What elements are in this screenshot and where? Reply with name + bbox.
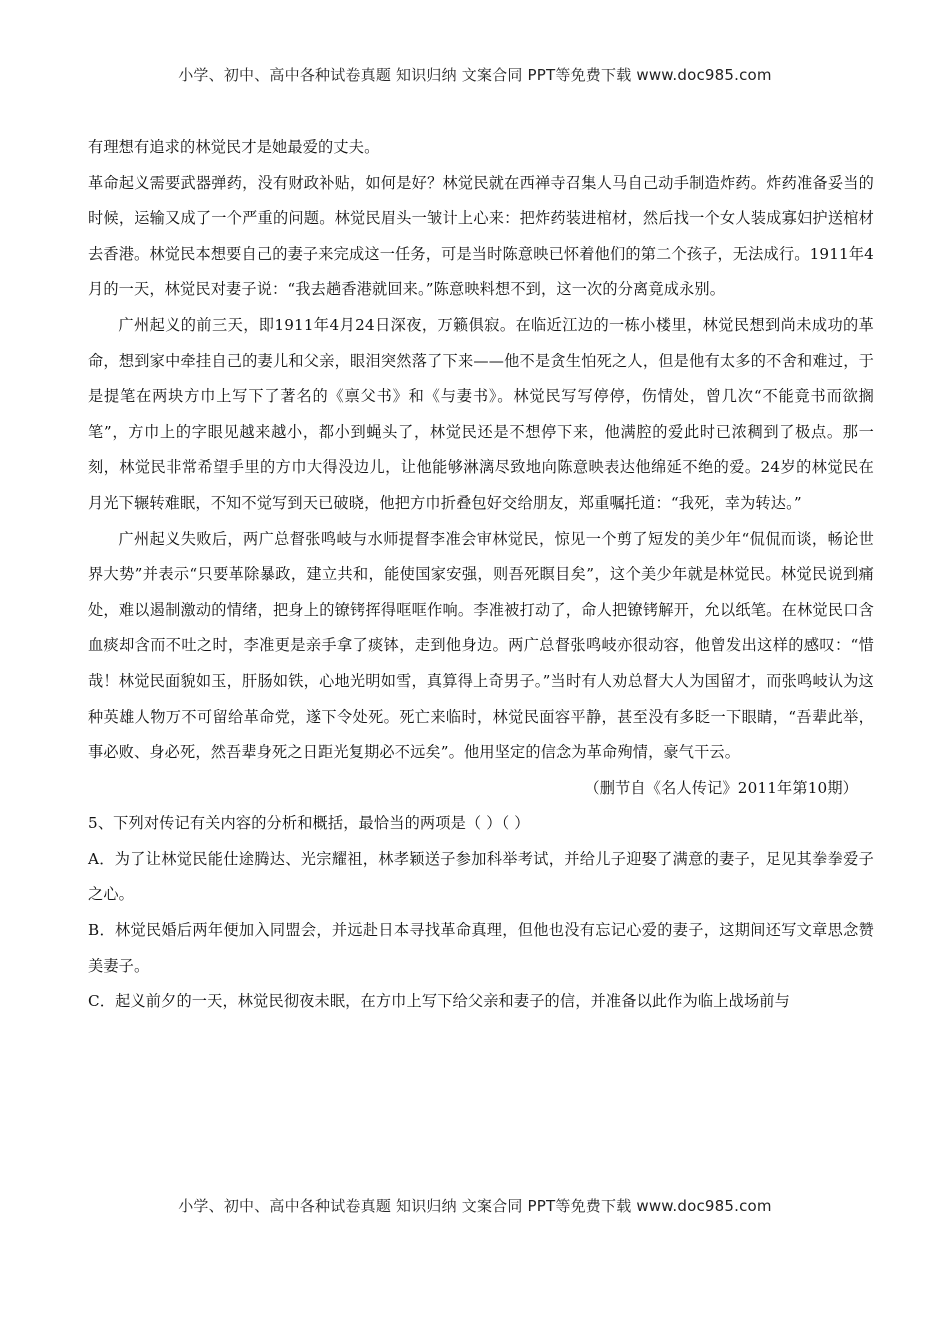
document-body [88, 130, 874, 1020]
paragraph-letters: 广州起义的前三天，即1911年4月24日深夜，万籁俱寂。在临近江边的一栋小楼里，林觉民想到尚未成功的革命，想到家中牵挂自己的妻儿和父亲，眼泪突然落了下来——他不是贪生怕死之人，但是他有太多的不舍和难过，于是提笔在两块方巾上写下了著名的《禀父书》和《与妻书》。林觉民写写停停，伤情处，曾几次“不能竟书而欲搁笔”，方巾上的字眼见越来越小，都小到蝇头了，林觉民还是不想停下来，他满腔的爱此时已浓稠到了极点。那一刻，林觉民非常希望手里的方巾大得没边儿，让他能够淋漓尽致地向陈意映表达他绵延不绝的爱。24岁的林觉民在月光下辗转难眠，不知不觉写到天已破晓，他把方巾折叠包好交给朋友，郑重嘱托道：“我死，幸为转达。” [88, 315, 874, 512]
page-header: 小学、初中、高中各种试卷真题 知识归纳 文案合同 PPT等免费下载 www.doc985.com [178, 66, 772, 84]
option-a: A．为了让林觉民能仕途腾达、光宗耀祖，林孝颖送子参加科举考试，并给儿子迎娶了满意的妻子，足见其拳拳爱子之心。 [88, 849, 874, 904]
paragraph-trial: 广州起义失败后，两广总督张鸣岐与水师提督李准会审林觉民，惊见一个剪了短发的美少年“侃侃而谈，畅论世界大势”并表示“只要革除暴政，建立共和，能使国家安强，则吾死瞑目矣”，这个美少年就是林觉民。林觉民说到痛处，难以遏制激动的情绪，把身上的镣铐挥得哐哐作响。李准被打动了，命人把镣铐解开，允以纸笔。在林觉民口含血痰却含而不吐之时，李准更是亲手拿了痰钵，走到他身边。两广总督张鸣岐亦很动容，他曾发出这样的感叹：“惜哉！林觉民面貌如玉，肝肠如铁，心地光明如雪，真算得上奇男子。”当时有人劝总督大人为国留才，而张鸣岐认为这种英雄人物万不可留给革命党，遂下令处死。死亡来临时，林觉民面容平静，甚至没有多眨一下眼睛，“吾辈此举，事必败、身必死，然吾辈身死之日距光复期必不远矣”。他用坚定的信念为革命殉情，豪气干云。 [88, 529, 874, 762]
paragraph-explosives: 革命起义需要武器弹药，没有财政补贴，如何是好？林觉民就在西禅寺召集人马自己动手制造炸药。炸药准备妥当的时候，运输又成了一个严重的问题。林觉民眉头一皱计上心来：把炸药装进棺材，然后找一个女人装成寡妇护送棺材去香港。林觉民本想要自己的妻子来完成这一任务，可是当时陈意映已怀着他们的第二个孩子，无法成行。1911年4月的一天，林觉民对妻子说：“我去趟香港就回来。”陈意映料想不到，这一次的分离竟成永别。 [88, 173, 874, 299]
option-b: B．林觉民婚后两年便加入同盟会，并远赴日本寻找革命真理，但他也没有忘记心爱的妻子，这期间还写文章思念赞美妻子。 [88, 921, 874, 975]
option-c: C．起义前夕的一天，林觉民彻夜未眠，在方巾上写下给父亲和妻子的信，并准备以此作为临上战场前与 [88, 992, 790, 1011]
paragraph-continuation: 有理想有追求的林觉民才是她最爱的丈夫。 [88, 138, 380, 156]
source-citation: （删节自《名人传记》2011年第10期） [584, 778, 858, 797]
page-footer: 小学、初中、高中各种试卷真题 知识归纳 文案合同 PPT等免费下载 www.doc985.com [178, 1197, 772, 1215]
question-stem: 5、下列对传记有关内容的分析和概括，最恰当的两项是（ ）（ ） [88, 814, 530, 833]
